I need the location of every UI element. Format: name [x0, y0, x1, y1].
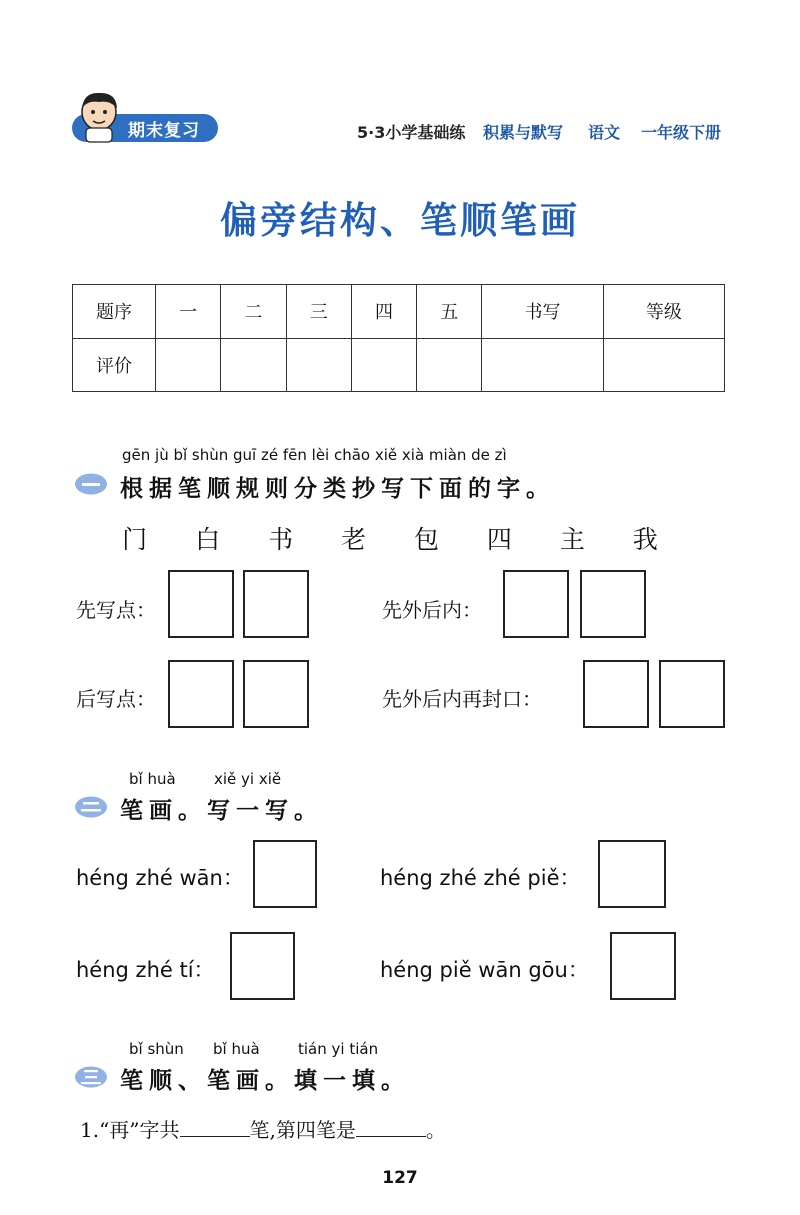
- table-cell: 一: [156, 285, 221, 339]
- section3-pinyin-1: bǐ shùn: [129, 1040, 184, 1058]
- stroke-label: héng zhé tí：: [76, 958, 215, 982]
- label-outside-inside-close: 先外后内再封口：: [382, 687, 542, 711]
- table-cell: 等级: [603, 285, 724, 339]
- character-list: 门 白 书 老 包 四 主 我: [122, 525, 678, 554]
- section-two-icon: [74, 796, 108, 818]
- answer-box[interactable]: [243, 570, 309, 638]
- answer-box[interactable]: [230, 932, 295, 1000]
- score-cell[interactable]: [351, 338, 416, 392]
- section2-pinyin-2: xiě yi xiě: [214, 770, 282, 788]
- answer-box[interactable]: [503, 570, 569, 638]
- table-cell: 二: [221, 285, 286, 339]
- fill-blank[interactable]: [356, 1118, 426, 1137]
- answer-box[interactable]: [168, 570, 234, 638]
- score-cell[interactable]: [603, 338, 724, 392]
- section2-heading: 笔画。写一写。: [120, 798, 323, 824]
- score-cell[interactable]: [156, 338, 221, 392]
- series-name: 5·3小学基础练: [357, 123, 466, 142]
- question-1-part-c: 。: [425, 1118, 446, 1142]
- score-cell[interactable]: [417, 338, 482, 392]
- answer-box[interactable]: [610, 932, 676, 1000]
- page-title: 偏旁结构、笔顺笔画: [220, 199, 580, 242]
- answer-box[interactable]: [580, 570, 646, 638]
- score-table: [72, 284, 725, 392]
- score-cell[interactable]: [221, 338, 286, 392]
- score-cell[interactable]: [482, 338, 603, 392]
- section1-pinyin: gēn jù bǐ shùn guī zé fēn lèi chāo xiě xià miàn de zì: [122, 446, 507, 464]
- subject-name: 语文: [588, 123, 621, 142]
- section3-heading: 笔顺、笔画。填一填。: [120, 1068, 410, 1094]
- question-1-part-b: 笔,第四笔是: [249, 1118, 356, 1142]
- stroke-label: héng zhé zhé piě：: [380, 866, 581, 890]
- question-1: [80, 1114, 446, 1143]
- answer-box[interactable]: [243, 660, 309, 728]
- label-dot-first: 先写点：: [76, 598, 156, 622]
- question-1-part-a: 1.“再”字共: [80, 1118, 180, 1142]
- answer-box[interactable]: [598, 840, 666, 908]
- section-three-icon: [74, 1066, 108, 1088]
- stroke-label: héng zhé wān：: [76, 866, 244, 890]
- section1-heading: 根据笔顺规则分类抄写下面的字。: [120, 476, 555, 502]
- table-row: [73, 338, 725, 392]
- stroke-label: héng piě wān gōu：: [380, 958, 589, 982]
- section3-pinyin-2: bǐ huà: [213, 1040, 260, 1058]
- review-badge-label: 期末复习: [128, 121, 200, 141]
- section3-pinyin-3: tián yi tián: [298, 1040, 379, 1058]
- book-name: 积累与默写: [483, 123, 564, 142]
- table-cell: 评价: [73, 338, 156, 392]
- table-cell: 书写: [482, 285, 603, 339]
- fill-blank[interactable]: [180, 1118, 250, 1137]
- section-one-icon: [74, 473, 108, 495]
- score-cell[interactable]: [286, 338, 351, 392]
- page-number: 127: [382, 1168, 418, 1188]
- table-row: [73, 285, 725, 339]
- answer-box[interactable]: [583, 660, 649, 728]
- answer-box[interactable]: [168, 660, 234, 728]
- label-outside-first: 先外后内：: [382, 598, 482, 622]
- cartoon-boy-icon: [72, 88, 126, 144]
- table-cell: 四: [351, 285, 416, 339]
- table-cell: 题序: [73, 285, 156, 339]
- grade-name: 一年级下册: [641, 123, 722, 142]
- section2-pinyin-1: bǐ huà: [129, 770, 176, 788]
- answer-box[interactable]: [659, 660, 725, 728]
- answer-box[interactable]: [253, 840, 317, 908]
- label-dot-last: 后写点：: [76, 687, 156, 711]
- table-cell: 五: [417, 285, 482, 339]
- table-cell: 三: [286, 285, 351, 339]
